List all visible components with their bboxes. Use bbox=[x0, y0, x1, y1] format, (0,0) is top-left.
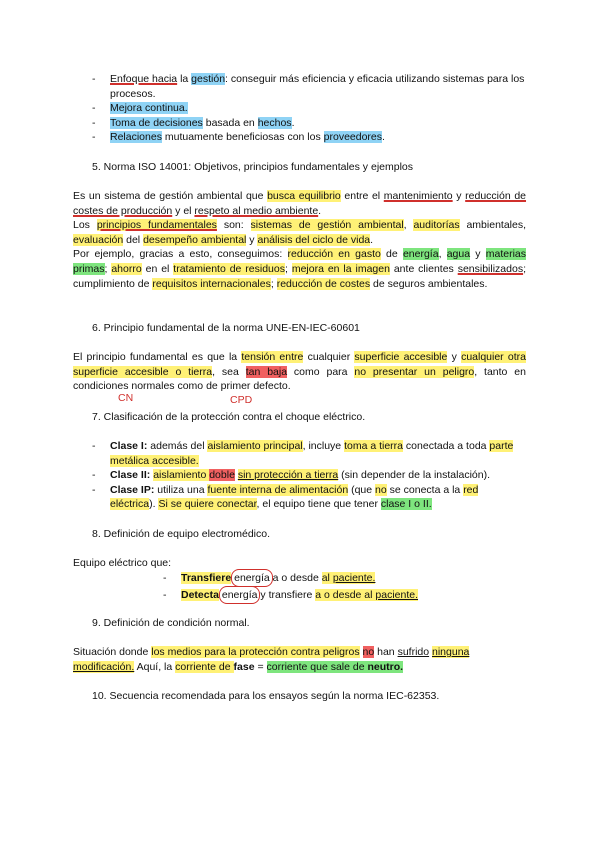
list-item: - Clase I: además del aislamiento principal, incluye toma a tierra conectada a toda parte metálica accesible. bbox=[92, 440, 514, 467]
heading-8: 8. Definición de equipo electromédico. bbox=[92, 528, 271, 540]
paragraph-s6: El principio fundamental es que la tensión entre cualquier superficie accesible y cualquier otra superficie accesible o tierra, sea tan baja como para no presentar un peligro, tanto en condiciones normales como de primer defecto. bbox=[73, 351, 526, 393]
list-block-s7 bbox=[92, 439, 526, 512]
paragraph-s9: Situación donde los medios para la protección contra peligros no han sufrido ninguna modificación. Aquí, la corriente de fase = corriente que sale de neutro. bbox=[73, 646, 470, 673]
list-block-s8 bbox=[163, 571, 523, 602]
list-item: - Transfiere energía a o desde al paciente. bbox=[163, 572, 376, 584]
paragraph-s5: Es un sistema de gestión ambiental que busca equilibrio entre el mantenimiento y reducción de costes de producción y el respeto al medio ambiente. Los principios fundamentales son: sistemas de gestión ambiental, auditorías ambientales, evaluación del desempeño ambiental y análisis del ciclo de vida. Por ejemplo, gracias a esto, conseguimos: reducción en gasto de energía, agua y materias primas; ahorro en el tratamiento de residuos; mejora en la imagen ante clientes sensibilizados; cumplimiento de requisitos internacionales; reducción de costes de seguros ambientales. bbox=[73, 190, 527, 290]
heading-9: 9. Definición de condición normal. bbox=[92, 617, 250, 629]
list-item: - Clase II: aislamiento doble sin protección a tierra (sin depender de la instalación). bbox=[92, 469, 490, 482]
list-item: - Mejora continua. bbox=[92, 102, 188, 115]
list-item: - Clase IP: utiliza una fuente interna de alimentación (que no se conecta a la red eléctrica). Si se quiere conectar, el equipo tiene que tener clase I o II. bbox=[92, 483, 479, 511]
heading-7: 7. Clasificación de la protección contra el choque eléctrico. bbox=[92, 411, 366, 423]
list-item: - Toma de decisiones basada en hechos. bbox=[92, 116, 295, 129]
list-item: - Enfoque hacia la gestión: conseguir más eficiencia y eficacia utilizando sistemas para los procesos. bbox=[92, 73, 525, 100]
heading-6: 6. Principio fundamental de la norma UNE-EN-IEC-60601 bbox=[92, 322, 360, 334]
handwritten-note-cpd: CPD bbox=[230, 394, 253, 406]
heading-5: 5. Norma ISO 14001: Objetivos, principios fundamentales y ejemplos bbox=[92, 161, 413, 173]
paragraph-s8-intro: Equipo eléctrico que: bbox=[73, 557, 172, 569]
list-block-s4 bbox=[92, 72, 526, 145]
list-item: - Detecta energía y transfiere a o desde al paciente. bbox=[163, 588, 419, 601]
heading-10: 10. Secuencia recomendada para los ensayos según la norma IEC-62353. bbox=[92, 690, 440, 702]
handwritten-note-cn: CN bbox=[118, 392, 134, 404]
list-item: - Relaciones mutuamente beneficiosas con los proveedores. bbox=[92, 131, 385, 144]
